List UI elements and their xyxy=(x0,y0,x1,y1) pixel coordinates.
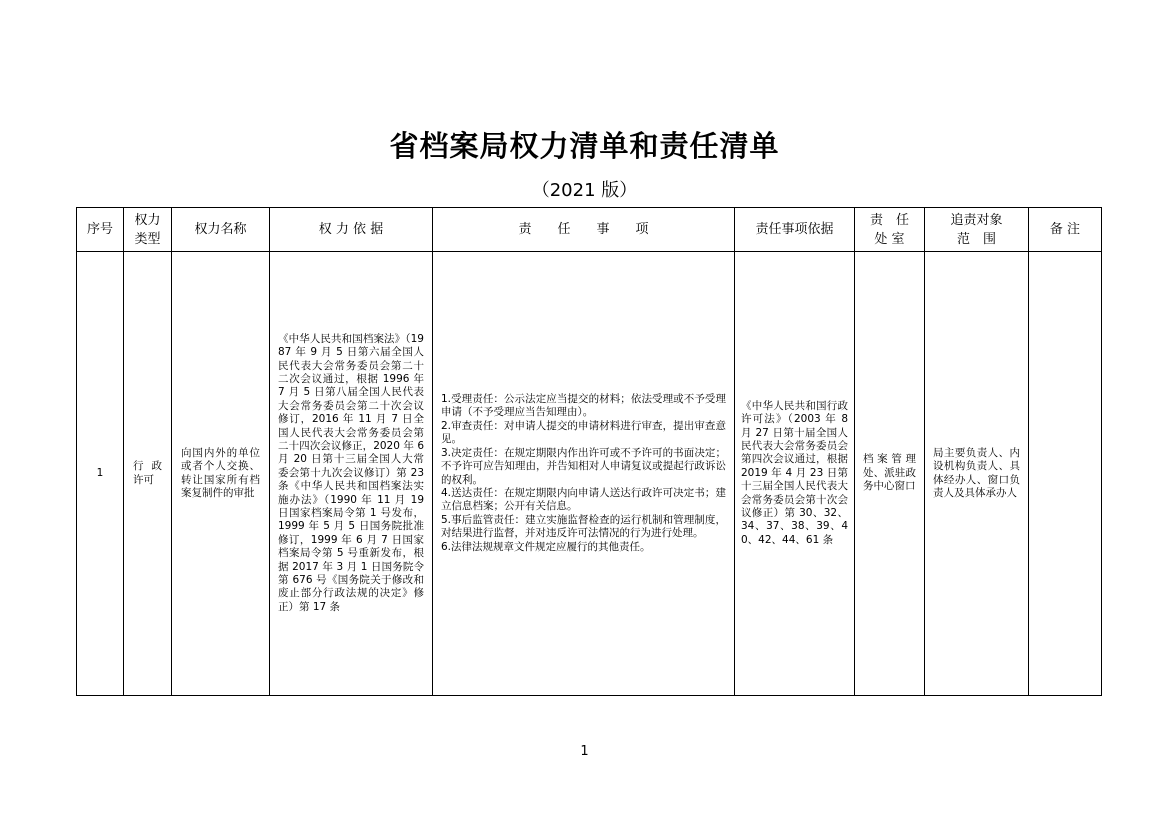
duty-item: 6.法律法规规章文件规定应履行的其他责任。 xyxy=(441,540,651,553)
header-remarks: 备 注 xyxy=(1029,208,1102,252)
header-power-type: 权力 类型 xyxy=(124,208,172,252)
header-seq: 序号 xyxy=(77,208,124,252)
cell-power-type: 行政许可 xyxy=(124,252,172,696)
document-title: 省档案局权力清单和责任清单 xyxy=(389,129,780,163)
cell-power-basis: 《中华人民共和国档案法》（1987 年 9 月 5 日第六届全国人民代表大会常务委员会第二十二次会议通过，根据 1996 年 7 月 5 日第八届全国人民代表大会常务委员会第二十次会议修订，2016 年 11 月 7 日全国人民代表大会常务委员会第二十四次会议修正，2020 年 6 月 20 日第十三届全国人大常委会第十九次会议修订）第 23 条《中华人民共和国档案法实施办法》（1990 年 11 月 19 日国家档案局令第 1 号发布，1999 年 5 月 5 日国务院批准修订，1999 年 6 月 7 日国家档案局令第 5 号重新发布，根据 2017 年 3 月 1 日国务院令第 676 号《国务院关于修改和废止部分行政法规的决定》修正）第 17 条 xyxy=(270,252,433,696)
cell-responsible-dept: 档案管理处、派驻政务中心窗口 xyxy=(855,252,925,696)
table-header-row xyxy=(77,208,1102,252)
header-accountability-scope: 追责对象 范 围 xyxy=(925,208,1029,252)
cell-seq: 1 xyxy=(77,252,124,696)
cell-duties xyxy=(433,252,735,696)
duty-item: 3.决定责任：在规定期限内作出许可或不予许可的书面决定；不予许可应告知理由，并告知相对人申请复议或提起行政诉讼的权利。 xyxy=(441,446,726,486)
duty-item: 2.审查责任：对申请人提交的申请材料进行审查，提出审查意见。 xyxy=(441,419,726,446)
cell-accountability-scope: 局主要负责人、内设机构负责人、具体经办人、窗口负责人及具体承办人 xyxy=(925,252,1029,696)
page-number: 1 xyxy=(580,744,589,759)
header-power-basis: 权 力 依 据 xyxy=(270,208,433,252)
duty-item: 4.送达责任：在规定期限内向申请人送达行政许可决定书；建立信息档案；公开有关信息。 xyxy=(441,486,726,513)
header-responsible-dept: 责 任 处 室 xyxy=(855,208,925,252)
document-subtitle: （2021 版） xyxy=(531,180,638,201)
cell-duty-basis: 《中华人民共和国行政许可法》（2003 年 8 月 27 日第十届全国人民代表大会常务委员会第四次会议通过，根据 2019 年 4 月 23 日第十三届全国人民代表大会常务委员会第十次会议修正）第 30、32、34、37、38、39、40、42、44、61 条 xyxy=(735,252,855,696)
header-power-name: 权力名称 xyxy=(172,208,270,252)
cell-remarks xyxy=(1029,252,1102,696)
cell-power-name: 向国内外的单位或者个人交换、转让国家所有档案复制件的审批 xyxy=(172,252,270,696)
header-duties: 责 任 事 项 xyxy=(433,208,735,252)
power-list-table xyxy=(76,207,1102,696)
table-row xyxy=(77,252,1102,696)
duty-item: 5.事后监管责任：建立实施监督检查的运行机制和管理制度，对结果进行监督，并对违反许可法情况的行为进行处理。 xyxy=(441,513,726,540)
duty-item: 1.受理责任：公示法定应当提交的材料；依法受理或不予受理申请（不予受理应当告知理由）。 xyxy=(441,393,726,419)
header-duty-basis: 责任事项依据 xyxy=(735,208,855,252)
